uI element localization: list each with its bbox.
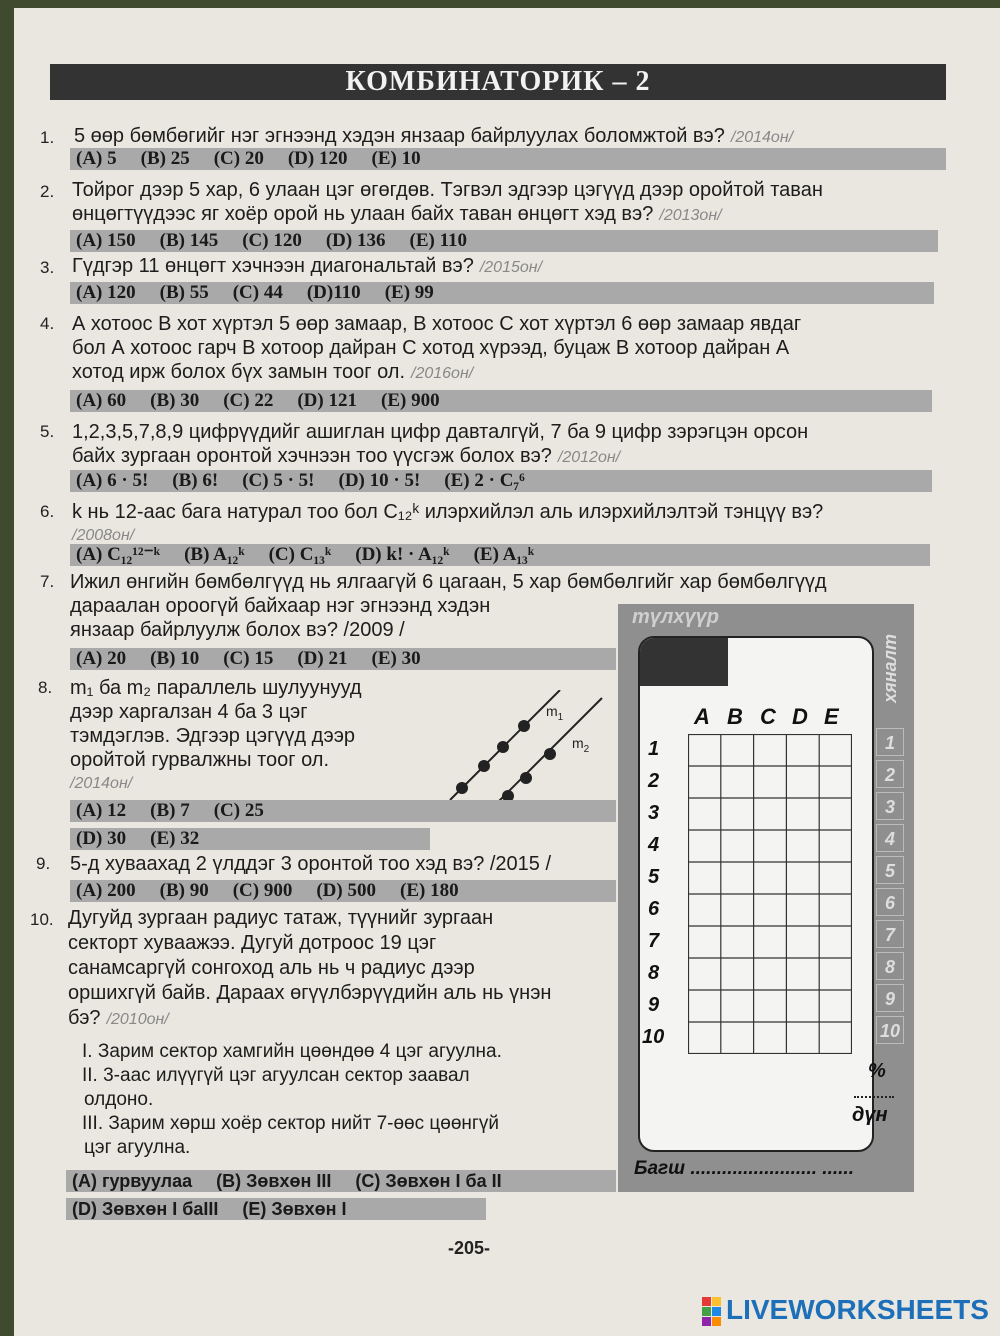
question-7-text: Ижил өнгийн бөмбөлгүүд нь ялгаагүй 6 цагаан, 5 хар бөмбөлгийг хар бөмбөлгүүд дараалан ороогүй байхаар нэг эгнээнд хэдэн янзаар байрлуулж болох вэ? /2009 / [70, 571, 827, 641]
answer-option: (C) Зөвхөн I ба II [355, 1171, 502, 1191]
key-title: түлхүүр [632, 606, 719, 628]
teacher-signature-line: Багш ........................ ...... [634, 1158, 854, 1179]
page-number: -205- [448, 1238, 491, 1258]
answer-option: (B) 55 [159, 282, 209, 303]
question-4-answers [70, 390, 932, 412]
point-on-m2 [544, 748, 556, 760]
answer-option: (C) 22 [223, 390, 274, 411]
control-number: 10 [876, 1016, 904, 1044]
row-number: 4 [648, 834, 660, 856]
column-header: A [694, 704, 710, 729]
question-8-text: m₁ ба m₂ параллель шулуунууд дээр харгалзан 4 ба 3 цэг тэмдэглэв. Эдгээр цэгүүд дээр оройтой гурвалжны тоог ол. /2014он/ [70, 677, 362, 792]
answer-option: (B) 90 [159, 880, 209, 901]
question-7-answers [70, 648, 616, 670]
answer-option: (D) 30 [76, 828, 127, 849]
question-3-text: Гүдгэр 11 өнцөгт хэчнээн диагональтай вэ? /2015он/ [72, 255, 543, 277]
answer-grid [688, 734, 852, 1054]
question-10-answers-row2 [66, 1198, 486, 1220]
answer-option: (E) 10 [371, 148, 421, 169]
question-10-statements: I. Зарим сектор хамгийн цөөндөө 4 цэг агуулна. II. 3-аас илүүгүй цэг агуулсан сектор заавал олдоно. III. Зарим хөрш хоёр сектор нийт 7-өөс цөөнгүй цэг агуулна. [82, 1041, 502, 1158]
answer-option: (D) 120 [287, 148, 348, 169]
answer-option: (C) 900 [232, 880, 293, 901]
answer-option: (D) 500 [316, 880, 376, 901]
column-header: D [792, 704, 808, 729]
answer-key-panel [618, 604, 914, 1192]
answer-option: (B) 10 [150, 648, 200, 669]
question-1-number: 1. [40, 128, 55, 147]
question-3-number: 3. [40, 258, 55, 277]
answer-option: (C) 25 [213, 800, 264, 821]
answer-option: (A) 6 · 5! [76, 470, 149, 491]
answer-option: (A) 200 [76, 880, 136, 901]
answer-option: (A) 150 [76, 230, 136, 251]
row-number: 7 [648, 930, 660, 952]
watermark-text: LIVEWORKSHEETS [726, 1294, 989, 1325]
answer-option: (B) 30 [150, 390, 200, 411]
answer-option: (E) 30 [371, 648, 421, 669]
answer-option: (E) 2 · C₇⁶ [444, 470, 525, 491]
control-number: 9 [876, 984, 904, 1012]
question-9-text: 5-д хуваахад 2 үлддэг 3 оронтой тоо хэд вэ? /2015 / [70, 853, 552, 875]
answer-option: (E) 99 [384, 282, 434, 303]
question-10-answers-row1 [66, 1170, 616, 1192]
question-1-text: 5 өөр бөмбөгийг нэг эгнээнд хэдэн янзаар байрлуулах боломжтой вэ? /2014он/ [74, 125, 794, 147]
score-dotted-line [854, 1096, 894, 1098]
question-10-number: 10. [30, 910, 54, 929]
answer-option: (E) A₁₃ᵏ [473, 544, 535, 565]
row-number: 9 [648, 994, 660, 1016]
row-number: 1 [648, 738, 660, 760]
point-on-m1 [456, 782, 468, 794]
question-4-number: 4. [40, 314, 55, 333]
row-number: 5 [648, 866, 660, 888]
answer-option: (D) 10 · 5! [338, 470, 421, 491]
row-number: 8 [648, 962, 660, 984]
question-9-answers [70, 880, 616, 902]
answer-option: (B) 25 [140, 148, 190, 169]
point-on-m1 [497, 741, 509, 753]
answer-option: (A) 12 [76, 800, 127, 821]
point-on-m1 [478, 760, 490, 772]
question-1-answers [70, 148, 946, 170]
answer-option: (B) 7 [150, 800, 190, 821]
point-on-m2 [520, 772, 532, 784]
question-7-number: 7. [40, 572, 55, 591]
answer-option: (E) Зөвхөн I [242, 1199, 347, 1219]
question-8-answers-row2 [70, 828, 430, 850]
answer-option: (C) 20 [213, 148, 264, 169]
answer-option: (E) 180 [400, 880, 459, 901]
score-label: дүн [852, 1104, 888, 1126]
control-number: 6 [876, 888, 904, 916]
answer-key-card [638, 636, 874, 1152]
row-number: 3 [648, 802, 660, 824]
question-6-text: k нь 12-аас бага натурал тоо бол C₁₂ᵏ илэрхийлэл аль илэрхийлэлтэй тэнцүү вэ? /2008он/ [72, 501, 824, 544]
control-side-title: хяналт [880, 634, 900, 703]
answer-option: (D)110 [306, 282, 361, 303]
answer-option: (E) 32 [150, 828, 200, 849]
answer-option: (C) 15 [223, 648, 274, 669]
question-8-answers-row1 [70, 800, 616, 822]
answer-option: (C) C₁₃ᵏ [268, 544, 332, 565]
question-2-text: Тойрог дээр 5 хар, 6 улаан цэг өгөгдөв. Тэгвэл эдгээр цэгүүд дээр оройтой таван өнцөгтүүдээс яг хоёр орой нь улаан байх таван өнцөгт хэд вэ? /2013он/ [72, 179, 823, 225]
question-3-answers [70, 282, 934, 304]
answer-option: (B) 145 [159, 230, 219, 251]
row-number: 6 [648, 898, 660, 920]
answer-option: (A) 20 [76, 648, 127, 669]
answer-option: (D) Зөвхөн I баIII [72, 1199, 219, 1219]
control-number: 4 [876, 824, 904, 852]
question-5-answers [70, 470, 932, 492]
control-number: 8 [876, 952, 904, 980]
column-header: B [727, 704, 743, 729]
answer-option: (B) Зөвхөн III [216, 1171, 332, 1191]
control-number: 5 [876, 856, 904, 884]
answer-option: (B) A₁₂ᵏ [184, 544, 245, 565]
answer-option: (D) 121 [297, 390, 357, 411]
answer-option: (E) 110 [409, 230, 468, 251]
question-2-answers [70, 230, 938, 252]
answer-option: (E) 900 [381, 390, 440, 411]
question-5-text: 1,2,3,5,7,8,9 цифрүүдийг ашиглан цифр давталгүй, 7 ба 9 цифр зэрэгцэн орсон байх зургаан оронтой хэчнээн тоо үүсгэж болох вэ? /2012он/ [72, 421, 809, 467]
question-5-number: 5. [40, 422, 55, 441]
column-header: E [824, 704, 839, 729]
label-m1: $m_1$ [546, 703, 564, 723]
page-title: КОМБИНАТОРИК – 2 [50, 64, 946, 100]
liveworksheets-logo-icon [702, 1297, 722, 1327]
question-6-answers [70, 544, 930, 566]
point-on-m1 [518, 720, 530, 732]
control-number: 7 [876, 920, 904, 948]
question-10-text: Дугуйд зургаан радиус татаж, түүнийг зургаан секторт хуваажээ. Дугуй дотроос 19 цэг санамсаргүй сонгоход аль нь ч радиус дээр оршихгүй байв. Дараах өгүүлбэрүүдийн аль нь үнэн бэ? /2010он/ [68, 907, 552, 1029]
liveworksheets-watermark [702, 1294, 989, 1327]
row-number: 2 [648, 770, 660, 792]
question-2-number: 2. [40, 182, 55, 201]
answer-option: (D) 21 [297, 648, 348, 669]
percent-label: % [868, 1060, 886, 1082]
row-number: 10 [642, 1026, 665, 1048]
answer-option: (A) 120 [76, 282, 136, 303]
answer-option: (A) 60 [76, 390, 127, 411]
answer-option: (B) 6! [172, 470, 219, 491]
question-4-text: А хотоос В хот хүртэл 5 өөр замаар, В хотоос С хот хүртэл 6 өөр замаар явдаг бол А хотоос гарч В хотоор дайран С хотод хүрээд, буцаж В хотоор дайран А хотод ирж болох бүх замын тоог ол. /2016он/ [72, 313, 802, 383]
answer-option: (D) k! · A₁₂ᵏ [355, 544, 450, 565]
answer-option: (A) 5 [76, 148, 117, 169]
control-number: 3 [876, 792, 904, 820]
answer-option: (A) C₁₂¹²⁻ᵏ [76, 544, 161, 565]
control-number: 1 [876, 728, 904, 756]
column-header: C [760, 704, 776, 729]
question-9-number: 9. [36, 854, 51, 873]
answer-option: (D) 136 [325, 230, 386, 251]
question-6-number: 6. [40, 502, 55, 521]
answer-option: (A) гурвуулаа [72, 1171, 193, 1191]
answer-option: (C) 120 [242, 230, 302, 251]
question-8-number: 8. [38, 678, 53, 697]
answer-option: (C) 44 [232, 282, 283, 303]
answer-option: (C) 5 · 5! [242, 470, 315, 491]
label-m2: $m_2$ [572, 735, 590, 755]
key-card-corner [640, 638, 728, 686]
control-number: 2 [876, 760, 904, 788]
